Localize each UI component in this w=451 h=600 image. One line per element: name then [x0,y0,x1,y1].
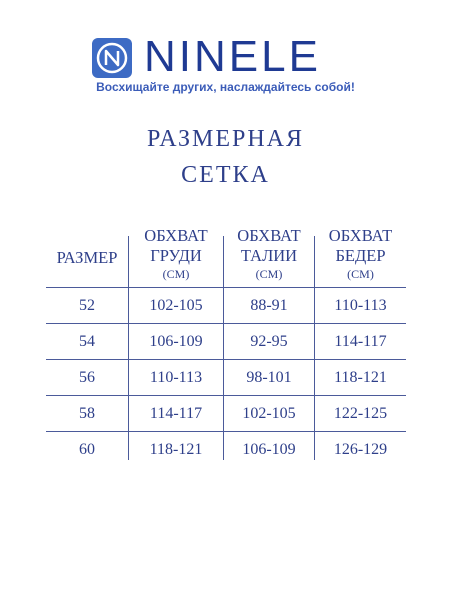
waist-cell: 102-105 [242,405,296,422]
header-waist-line1: ОБХВАТ [237,226,301,245]
bust-cell: 110-113 [149,369,203,386]
size-cell: 52 [79,297,95,314]
waist-cell: 92-95 [250,333,288,350]
header-bust-line1: ОБХВАТ [144,226,208,245]
table-row [46,396,406,431]
bust-cell: 118-121 [149,441,203,458]
brand-slogan: Восхищайте других, наслаждайтесь собой! [96,80,355,94]
waist-cell: 106-109 [242,441,296,458]
size-cell: 54 [79,333,95,350]
logo-n-icon [92,38,132,78]
header-bust-line2: ГРУДИ [150,246,202,265]
header-bust-unit: (СМ) [162,267,190,281]
hips-cell: 110-113 [334,297,387,314]
hips-cell: 122-125 [333,405,388,422]
header-hips [315,226,406,286]
size-cell: 60 [79,441,95,458]
hips-cell: 118-121 [334,369,387,386]
page-title-line2: СЕТКА [181,162,270,188]
page-title-line1: РАЗМЕРНАЯ [146,126,305,152]
hips-cell: 126-129 [333,441,388,458]
table-row [46,288,406,323]
brand-name: NINELE [144,32,321,81]
brand-logo [92,32,382,81]
header-hips-line2: БЕДЕР [335,246,386,265]
bust-cell: 114-117 [149,405,203,422]
header-size-label: РАЗМЕР [56,248,118,267]
header-waist-unit: (СМ) [255,267,283,281]
bust-cell: 106-109 [149,333,203,350]
waist-cell: 88-91 [250,297,288,314]
header-bust [129,226,223,286]
header-waist-line2: ТАЛИИ [240,246,298,265]
header-hips-unit: (СМ) [347,267,374,281]
table-row [46,360,406,395]
size-cell: 58 [79,405,95,422]
size-cell: 56 [79,369,95,386]
header-hips-line1: ОБХВАТ [328,226,393,245]
bust-cell: 102-105 [149,297,203,314]
table-row [46,432,406,467]
table-row [46,324,406,359]
hips-cell: 114-117 [334,333,387,350]
waist-cell: 98-101 [246,369,292,386]
header-waist [224,226,314,286]
